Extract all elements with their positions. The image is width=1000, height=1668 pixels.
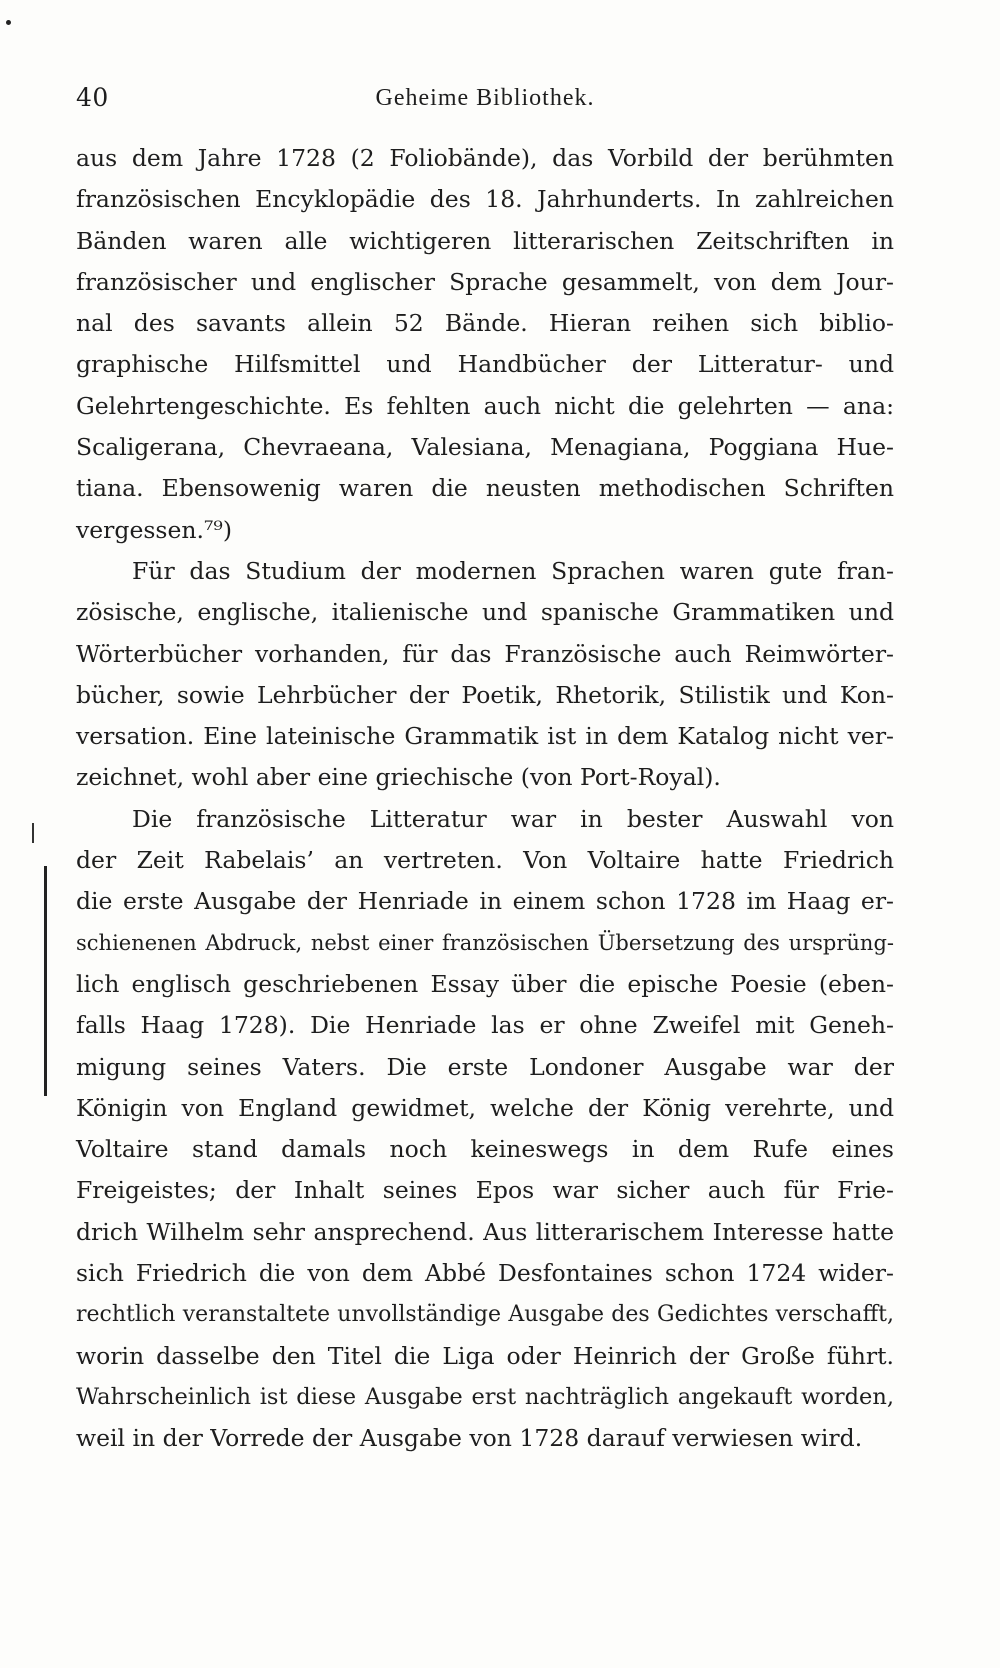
text-line: schienenen Abdruck, nebst einer französischen Übersetzung des ursprüng-	[76, 930, 894, 955]
text-line: tiana. Ebensowenig waren die neusten methodischen Schriften	[76, 474, 894, 503]
text-line: zösische, englische, italienische und spanische Grammatiken und	[76, 598, 894, 627]
text-line: aus dem Jahre 1728 (2 Foliobände), das Vorbild der berühmten	[76, 144, 894, 172]
text-line: die erste Ausgabe der Henriade in einem schon 1728 im Haag er-	[76, 887, 894, 916]
text-line: Wörterbücher vorhanden, für das Französische auch Reimwörter-	[76, 639, 894, 668]
speck-mark	[6, 20, 11, 25]
text-line: Gelehrtengeschichte. Es fehlten auch nicht die gelehrten — ana:	[76, 391, 894, 420]
text-line: Freigeistes; der Inhalt seines Epos war sicher auch für Frie-	[76, 1176, 894, 1205]
text-line: graphische Hilfsmittel und Handbücher der Litteratur- und	[76, 350, 894, 379]
text-line: bücher, sowie Lehrbücher der Poetik, Rhetorik, Stilistik und Kon-	[76, 680, 894, 709]
page-number: 40	[76, 83, 109, 112]
text-line: falls Haag 1728). Die Henriade las er ohne Zweifel mit Geneh-	[76, 1011, 894, 1040]
body-text	[76, 138, 894, 1460]
text-line: worin dasselbe den Titel die Liga oder Heinrich der Große führt.	[76, 1341, 894, 1370]
text-line: Die französische Litteratur war in bester Auswahl von	[132, 804, 894, 833]
text-line: drich Wilhelm sehr ansprechend. Aus litterarischem Interesse hatte	[76, 1217, 894, 1246]
text-line: Königin von England gewidmet, welche der König verehrte, und	[76, 1093, 894, 1122]
text-line: der Zeit Rabelais’ an vertreten. Von Voltaire hatte Friedrich	[76, 846, 894, 875]
text-line: weil in der Vorrede der Ausgabe von 1728 darauf verwiesen wird.	[76, 1424, 863, 1453]
text-line: migung seines Vaters. Die erste Londoner Ausgabe war der	[76, 1052, 894, 1081]
text-line: vergessen.⁷⁹)	[76, 515, 233, 544]
margin-bar-mark	[44, 866, 47, 1096]
text-line: zeichnet, wohl aber eine griechische (von Port-Royal).	[76, 763, 721, 792]
text-line: versation. Eine lateinische Grammatik ist in dem Katalog nicht ver-	[76, 722, 894, 751]
text-line: französischer und englischer Sprache gesammelt, von dem Jour-	[76, 267, 894, 296]
text-line: Scaligerana, Chevraeana, Valesiana, Menagiana, Poggiana Hue-	[76, 433, 894, 462]
running-title: Geheime Bibliothek.	[375, 85, 595, 111]
text-line: Voltaire stand damals noch keineswegs in dem Rufe eines	[76, 1135, 894, 1164]
page-header	[76, 80, 894, 116]
text-line: sich Friedrich die von dem Abbé Desfontaines schon 1724 wider-	[76, 1259, 894, 1288]
text-line: französischen Encyklopädie des 18. Jahrhunderts. In zahlreichen	[76, 185, 894, 214]
text-line: rechtlich veranstaltete unvollständige Ausgabe des Gedichtes verschafft,	[76, 1302, 894, 1328]
text-line: Bänden waren alle wichtigeren litterarischen Zeitschriften in	[76, 226, 894, 255]
text-line: Wahrscheinlich ist diese Ausgabe erst nachträglich angekauft worden,	[76, 1383, 894, 1410]
text-line: Für das Studium der modernen Sprachen waren gute fran-	[132, 556, 894, 585]
text-line: lich englisch geschriebenen Essay über die epische Poesie (eben-	[76, 969, 894, 998]
margin-tick-mark	[32, 823, 34, 843]
text-line: nal des savants allein 52 Bände. Hieran reihen sich biblio-	[76, 309, 894, 338]
